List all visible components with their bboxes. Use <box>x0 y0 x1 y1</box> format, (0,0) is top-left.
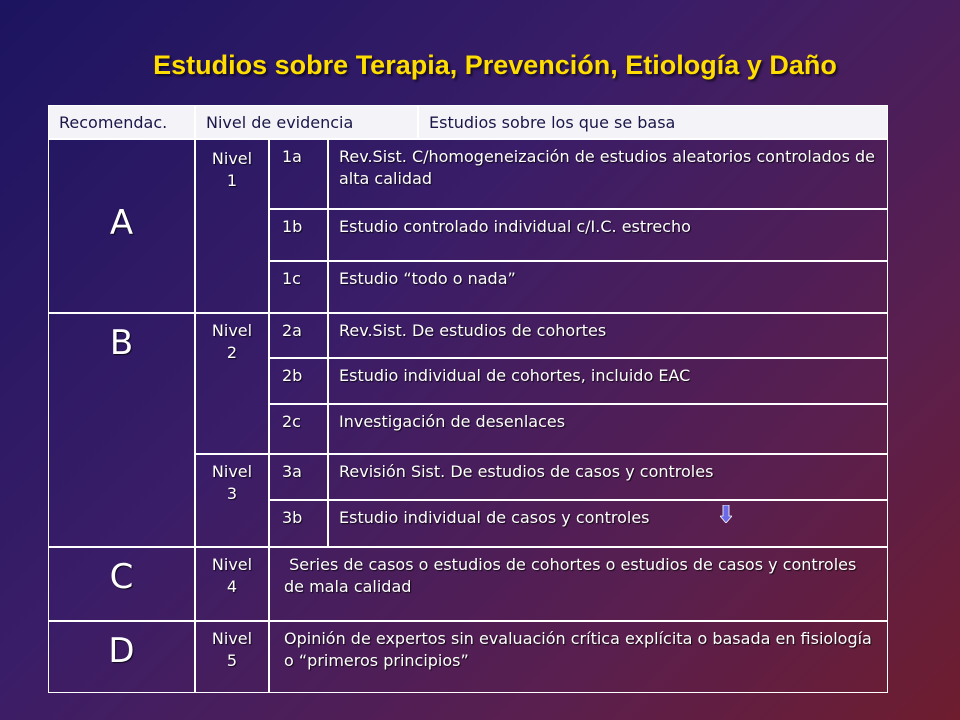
arrow-down-icon <box>720 505 732 523</box>
level-label: Nivel <box>211 321 253 340</box>
level-number: 3 <box>226 483 238 503</box>
code-1c: 1c <box>269 261 328 313</box>
grade-c: C <box>48 547 195 621</box>
grade-b: B <box>48 313 195 547</box>
level-3 <box>195 454 269 547</box>
desc-1a: Rev.Sist. C/homogeneización de estudios aleatorios controlados de alta calidad <box>328 139 888 209</box>
code-2a: 2a <box>269 313 328 358</box>
header-nivel-evidencia: Nivel de evidencia <box>195 105 418 139</box>
code-1a: 1a <box>269 139 328 209</box>
header-estudios: Estudios sobre los que se basa <box>418 105 888 139</box>
desc-1c: Estudio “todo o nada” <box>328 261 888 313</box>
desc-3b: Estudio individual de casos y controles <box>328 500 888 547</box>
desc-2c: Investigación de desenlaces <box>328 404 888 454</box>
level-1 <box>195 139 269 313</box>
desc-1b: Estudio controlado individual c/I.C. estrecho <box>328 209 888 261</box>
desc-2a: Rev.Sist. De estudios de cohortes <box>328 313 888 358</box>
level-label: Nivel <box>211 629 253 648</box>
desc-3a: Revisión Sist. De estudios de casos y controles <box>328 454 888 500</box>
code-2c: 2c <box>269 404 328 454</box>
code-1b: 1b <box>269 209 328 261</box>
grade-a: A <box>48 139 195 313</box>
level-number: 5 <box>226 650 238 670</box>
level-number: 1 <box>226 170 238 190</box>
level-5 <box>195 621 269 693</box>
desc-2b: Estudio individual de cohortes, incluido EAC <box>328 358 888 404</box>
code-3b: 3b <box>269 500 328 547</box>
code-3a: 3a <box>269 454 328 500</box>
code-2b: 2b <box>269 358 328 404</box>
level-number: 4 <box>226 576 238 596</box>
level-label: Nivel <box>211 149 253 168</box>
level-2 <box>195 313 269 454</box>
level-4 <box>195 547 269 621</box>
level-label: Nivel <box>211 462 253 481</box>
header-recomendacion: Recomendac. <box>48 105 195 139</box>
level-number: 2 <box>226 342 238 362</box>
desc-level-5: Opinión de expertos sin evaluación crítica explícita o basada en fisiología o “primeros principios” <box>269 621 888 693</box>
slide-title: Estudios sobre Terapia, Prevención, Etiología y Daño <box>153 50 837 80</box>
grade-d: D <box>48 621 195 693</box>
level-label: Nivel <box>211 555 253 574</box>
desc-level-4: Series de casos o estudios de cohortes o estudios de casos y controles de mala calidad <box>269 547 888 621</box>
